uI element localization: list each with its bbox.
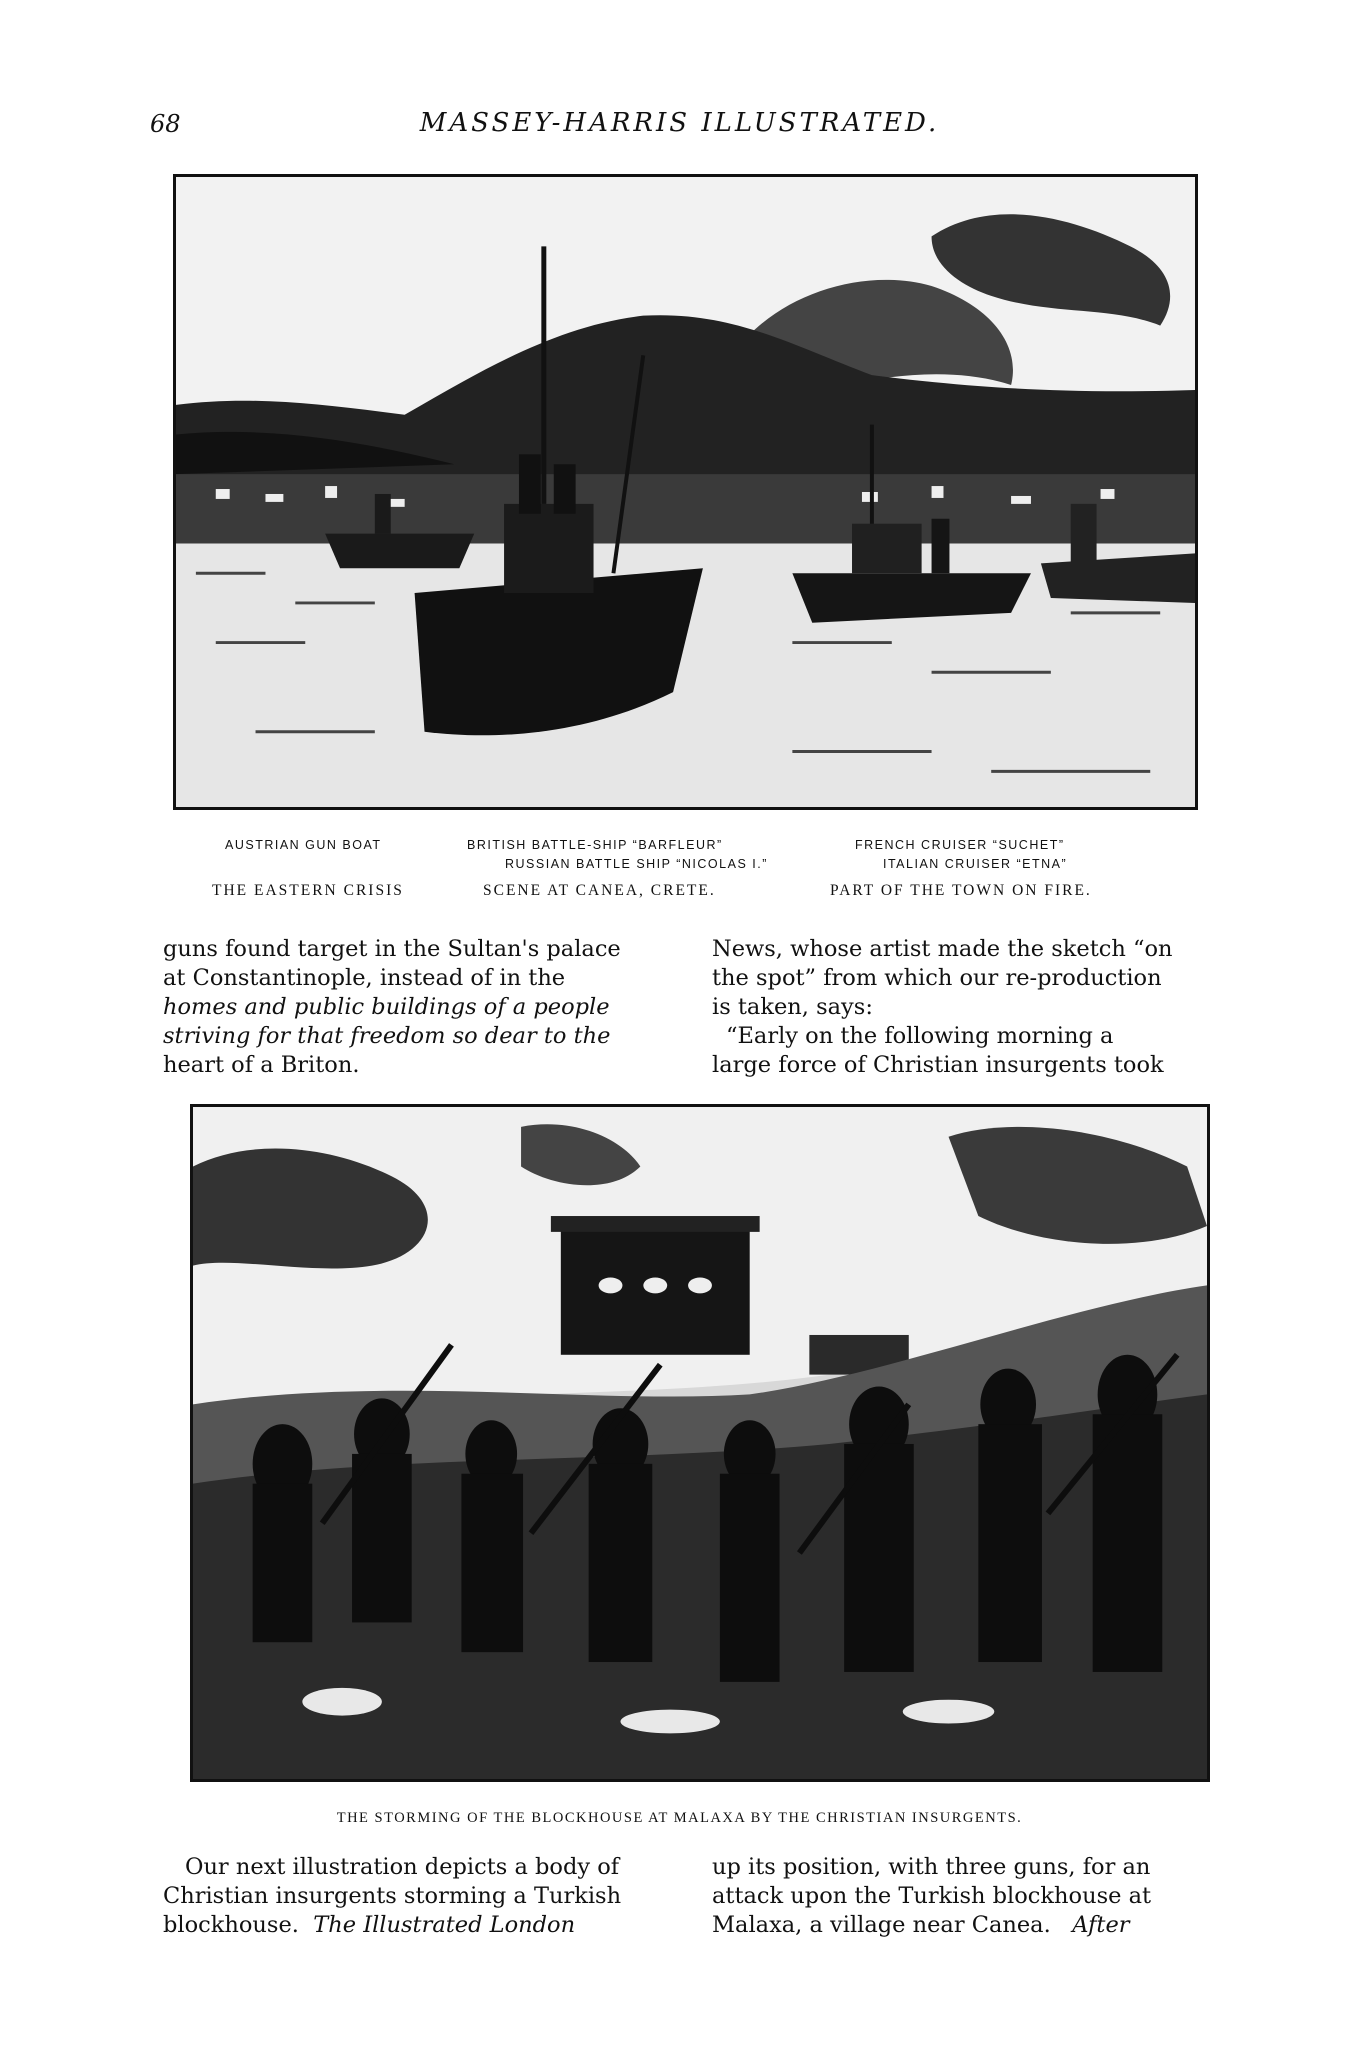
harbour-illustration (173, 174, 1198, 810)
blockhouse-illustration (190, 1104, 1210, 1782)
label-russian-battleship: RUSSIAN BATTLE SHIP “NICOLAS I.” (505, 857, 768, 871)
text-fragment-italic: After (1072, 1912, 1130, 1938)
page-number: 68 (150, 110, 181, 138)
caption-eastern-crisis: THE EASTERN CRISIS (212, 882, 404, 899)
label-british-battleship: BRITISH BATTLE-SHIP “BARFLEUR” (467, 838, 723, 852)
text-line: Christian insurgents storming a Turkish (163, 1883, 622, 1909)
caption-storming-blockhouse: THE STORMING OF THE BLOCKHOUSE AT MALAXA BY THE CHRISTIAN INSURGENTS. (336, 1810, 1023, 1826)
text-line (163, 1911, 673, 1940)
label-austrian-gun-boat: AUSTRIAN GUN BOAT (225, 838, 382, 852)
label-italian-cruiser: ITALIAN CRUISER “ETNA” (883, 857, 1068, 871)
text-line: striving for that freedom so dear to the (163, 1023, 611, 1049)
publication-name: The Illustrated London (313, 1912, 576, 1938)
text-line: up its position, with three guns, for an (712, 1854, 1151, 1880)
text-line: is taken, says: (712, 994, 873, 1020)
text-line: the spot” from which our re-production (712, 965, 1162, 991)
caption-town-on-fire: PART OF THE TOWN ON FIRE. (830, 882, 1092, 899)
text-line: News, whose artist made the sketch “on (712, 936, 1173, 962)
running-title: MASSEY-HARRIS ILLUSTRATED. (419, 108, 940, 138)
text-line: Our next illustration depicts a body of (185, 1854, 620, 1880)
text-line: guns found target in the Sultan's palace (163, 936, 621, 962)
text-column-left-1 (163, 935, 673, 1080)
text-column-right-2 (712, 1853, 1224, 1940)
caption-scene-canea: SCENE AT CANEA, CRETE. (483, 882, 716, 899)
text-line: heart of a Briton. (163, 1052, 360, 1078)
label-french-cruiser: FRENCH CRUISER “SUCHET” (855, 838, 1065, 852)
text-line: attack upon the Turkish blockhouse at (712, 1883, 1152, 1909)
text-fragment: Malaxa, a village near Canea. (712, 1912, 1051, 1938)
text-fragment: blockhouse. (163, 1912, 299, 1938)
text-line (712, 1911, 1224, 1940)
text-line: large force of Christian insurgents took (712, 1052, 1164, 1078)
text-line: at Constantinople, instead of in the (163, 965, 566, 991)
text-line: homes and public buildings of a people (163, 994, 610, 1020)
text-line: “Early on the following morning a (726, 1023, 1114, 1049)
text-column-right-1 (712, 935, 1224, 1080)
text-column-left-2 (163, 1853, 673, 1940)
